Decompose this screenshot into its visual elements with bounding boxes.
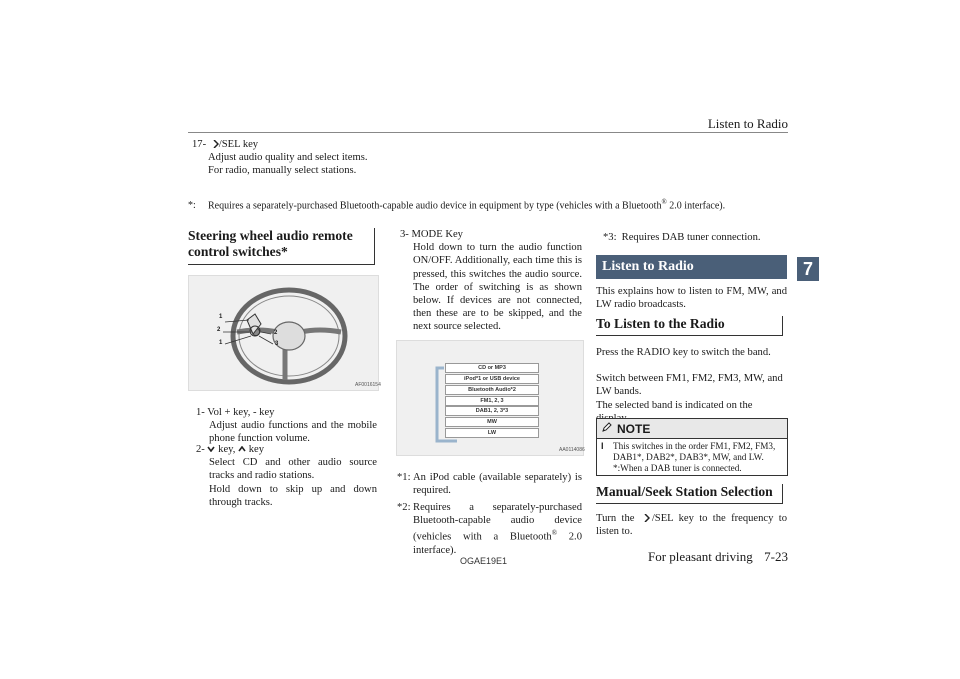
mode-mw: MW [445, 417, 539, 427]
item-3-number: 3- [400, 229, 409, 240]
item-2-number: 2- [196, 444, 205, 455]
steering-switch-title-line1: Steering wheel audio remote [188, 228, 353, 243]
item-2-body1: Select CD and other audio source tracks and radio stations. [209, 457, 377, 482]
item-2-head-a: key, [218, 444, 236, 455]
footnote-2-text-a: Requires a separately-purchased Bluetooth-capable audio device (vehicles with a Bluetooth [413, 502, 582, 543]
figure-id: AA0114086 [559, 447, 585, 453]
steering-wheel-illustration [189, 276, 378, 390]
subsection-manual-seek: Manual/Seek Station Selection [596, 484, 783, 504]
item-1 [196, 406, 377, 446]
running-title: Listen to Radio [707, 116, 788, 131]
subsection-to-listen: To Listen to the Radio [596, 316, 783, 336]
note-label: NOTE [617, 421, 651, 436]
footnote-2-text-b: 2.0 interface). [413, 531, 582, 557]
note-header [597, 419, 787, 439]
footer-chapter-name: For pleasant driving [648, 549, 753, 564]
right-arrow-icon [644, 513, 652, 521]
mode-order-figure [396, 340, 584, 456]
note-bullet: l [601, 441, 604, 451]
registered-mark: ® [661, 198, 667, 206]
top-footnote [188, 196, 788, 213]
item-17-number: 17- [192, 139, 207, 150]
item-3-body: Hold down to turn the audio function ON/OFF. Additionally, each time this is pressed, this switches the audio source. The order of switching is as shown below. If devices are not connected, then these are to be skipped, and the next source selected. [413, 242, 582, 333]
item-1-body: Adjust audio functions and the mobile phone function volume. [209, 420, 377, 445]
item-3-head: MODE Key [411, 229, 463, 240]
chevron-down-icon [207, 443, 215, 456]
steering-switch-title-line2: control switches* [188, 244, 288, 259]
chevron-up-icon [238, 443, 246, 456]
mode-dab: DAB1, 2, 3*3 [445, 406, 539, 416]
to-listen-body [596, 346, 787, 425]
to-listen-p3: The selected band is indicated on the [596, 399, 753, 411]
to-listen-p1: Press the RADIO key to switch the band. [596, 347, 771, 358]
note-subtext: *:When a DAB tuner is connected. [613, 463, 742, 473]
footnote-1-text: An iPod cable (available separately) is required. [413, 472, 582, 497]
to-listen-p2: Switch between FM1, FM2, FM3, MW, and LW bands. [596, 373, 783, 398]
item-2-head-b: key [248, 444, 265, 455]
footnote-3-mark: *3: [603, 232, 617, 243]
mode-fm: FM1, 2, 3 [445, 396, 539, 406]
footnote-3-text: Requires DAB tuner connection. [621, 232, 761, 243]
callout-3: 3 [275, 341, 279, 347]
item-1-head: Vol + key, - key [207, 407, 275, 418]
callout-1-bottom: 1 [219, 340, 223, 346]
chapter-tab-number: 7 [802, 259, 813, 279]
manual-seek-text-a: Turn the [596, 513, 635, 524]
item-17-line1: Adjust audio quality and select items. [208, 152, 368, 164]
item-17 [192, 138, 752, 178]
mode-ipod-usb: iPod*1 or USB device [445, 374, 539, 384]
steering-wheel-figure [188, 275, 379, 391]
footnote-1-mark: *1: [397, 472, 411, 483]
steering-switch-title [188, 228, 375, 265]
top-footnote-mark: *: [188, 200, 196, 212]
pencil-icon [601, 421, 613, 436]
note-box [596, 418, 788, 476]
item-3 [400, 228, 582, 334]
figure-id: AF0016154 [355, 382, 381, 388]
top-footnote-text-a: Requires a separately-purchased Bluetooth-capable audio device in equipment by type (vehicles with a Bluetooth [208, 200, 662, 212]
mode-lw: LW [445, 428, 539, 438]
section-title-listen-to-radio: Listen to Radio [596, 255, 787, 279]
item-2 [196, 443, 377, 509]
item-17-line2: For radio, manually select stations. [208, 165, 357, 177]
chapter-tab [797, 257, 819, 281]
footnote-1 [397, 471, 582, 497]
header-rule [188, 132, 788, 133]
note-text: This switches in the order FM1, FM2, FM3, DAB1*, DAB2*, DAB3*, MW, and LW. [613, 441, 776, 462]
manual-seek-body [596, 512, 787, 538]
footer-page-number: 7-23 [764, 549, 788, 564]
mode-bluetooth: Bluetooth Audio*2 [445, 385, 539, 395]
page-code: OGAE19E1 [460, 556, 508, 566]
section-intro: This explains how to listen to FM, MW, and LW radio broadcasts. [596, 286, 787, 311]
footnote-3 [603, 231, 788, 244]
footnote-2 [397, 501, 582, 557]
top-footnote-text-b: 2.0 interface). [666, 200, 726, 212]
item-2-body2: Hold down to skip up and down through tracks. [209, 483, 377, 508]
manual-seek-text-b: /SEL key to the frequency to listen to. [596, 513, 788, 538]
footnote-2-mark: *2: [397, 502, 411, 513]
callout-1-top: 1 [219, 314, 223, 320]
callout-2-right: 2 [274, 330, 278, 336]
item-1-number: 1- [196, 407, 205, 418]
callout-2-left: 2 [217, 327, 221, 333]
mode-cd-mp3: CD or MP3 [445, 363, 539, 373]
registered-mark: ® [551, 529, 558, 538]
item-17-key: /SEL key [218, 139, 259, 150]
